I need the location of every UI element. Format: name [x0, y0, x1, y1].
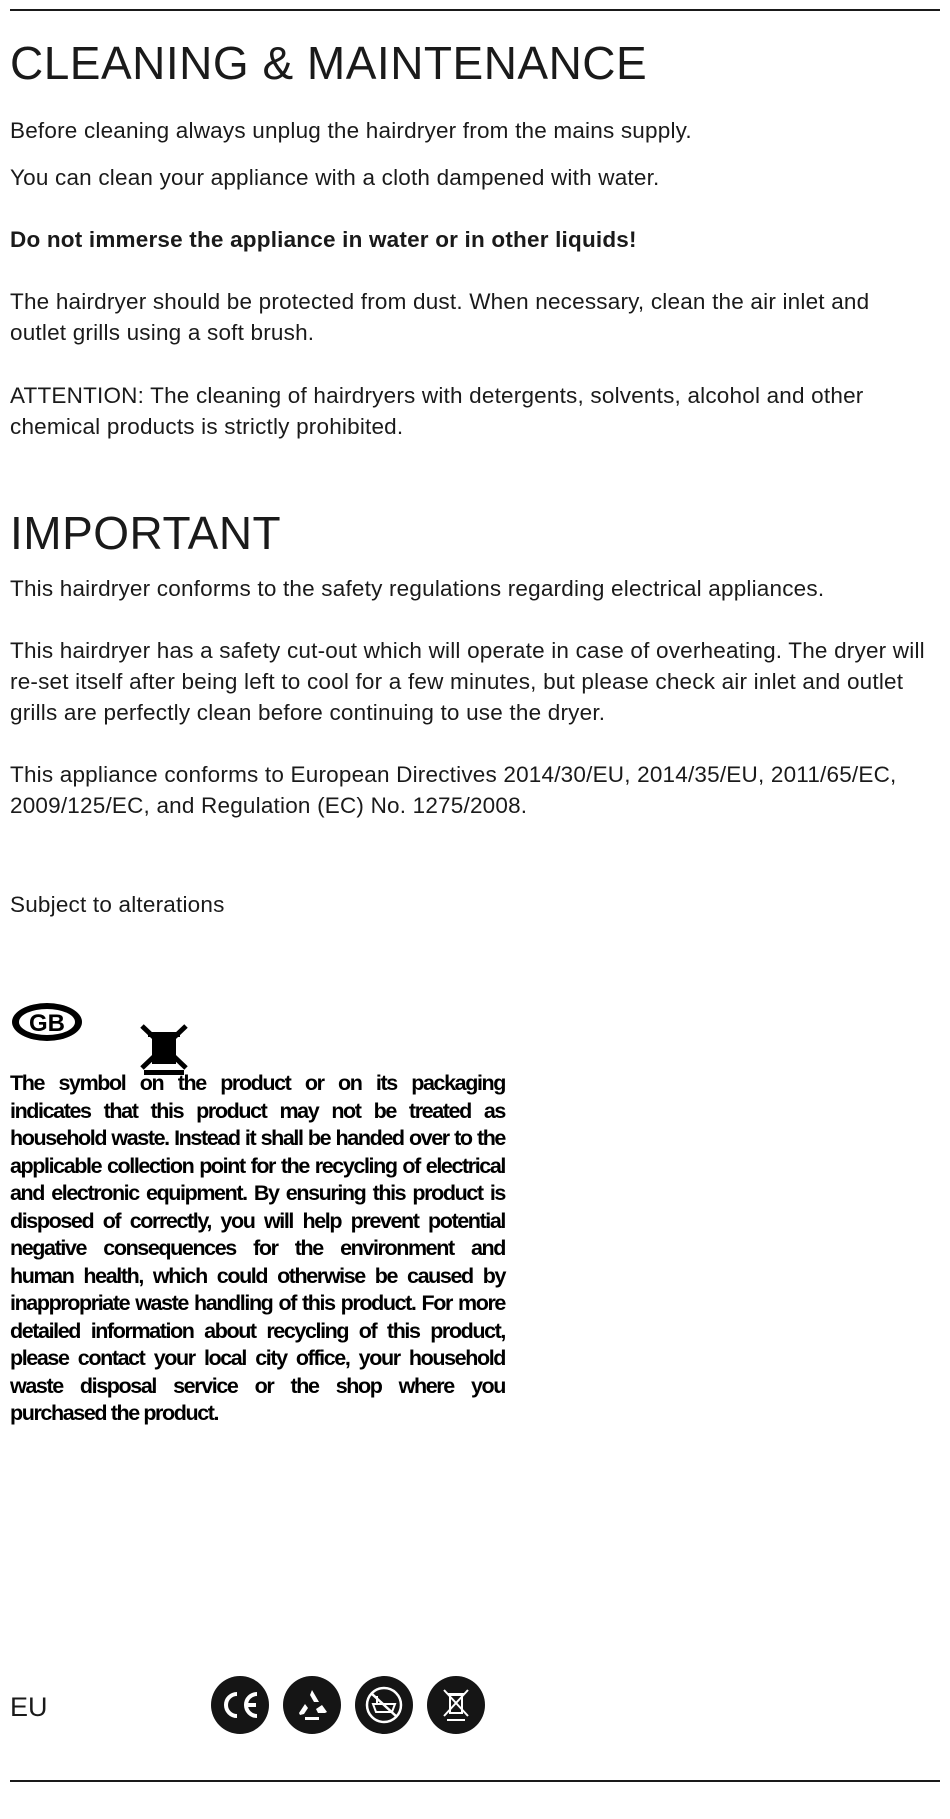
important-title: IMPORTANT [10, 507, 282, 559]
cleaning-unplug-text: Before cleaning always unplug the hairdryer from the mains supply. [10, 118, 692, 143]
certification-icons [211, 1676, 485, 1734]
important-directives-text: This appliance conforms to European Directives 2014/30/EU, 2014/35/EU, 2011/65/EC, 2009/125/EC, and Regulation (EC) No. 1275/2008. [10, 762, 897, 818]
recycling-icon [283, 1676, 341, 1734]
cleaning-dust-text: The hairdryer should be protected from dust. When necessary, clean the air inlet and outlet grills using a soft brush. [10, 289, 870, 345]
weee-disposal-text: The symbol on the product or on its packaging indicates that this product may not be treated as household waste. Instead it shall be handed over to the applicable collection point for the recycling of electrical and electronic equipment. By ensuring this product is disposed of correctly, you will help prevent potential negative consequences for the environment and human health, which could otherwise be caused by inappropriate waste handling of this product. For more detailed information about recycling of this product, please contact your local city office, your household waste disposal service or the shop where you purchased the product. [10, 1071, 505, 1425]
cleaning-warning-text: Do not immerse the appliance in water or in other liquids! [10, 227, 637, 252]
cleaning-cloth-text: You can clean your appliance with a cloth dampened with water. [10, 165, 660, 190]
gb-logo-text: GB [29, 1010, 65, 1037]
important-cutout-text: This hairdryer has a safety cut-out which will operate in case of overheating. The dryer will re-set itself after being left to cool for a few minutes, but please check air inlet and outlet grills are perfectly clean before continuing to use the dryer. [10, 638, 925, 725]
no-bathtub-icon [355, 1676, 413, 1734]
crossed-bin-icon [138, 1024, 190, 1076]
important-safety-text: This hairdryer conforms to the safety regulations regarding electrical appliances. [10, 576, 825, 601]
bottom-divider [10, 1780, 940, 1782]
weee-bin-icon [427, 1676, 485, 1734]
cleaning-attention-text: ATTENTION: The cleaning of hairdryers with detergents, solvents, alcohol and other chemical products is strictly prohibited. [10, 383, 864, 439]
cleaning-title: CLEANING & MAINTENANCE [10, 37, 648, 89]
top-divider [10, 9, 940, 11]
gb-country-logo [10, 1000, 84, 1044]
ce-mark-icon [211, 1676, 269, 1734]
region-label: EU [10, 1692, 48, 1722]
alterations-text: Subject to alterations [10, 892, 225, 917]
